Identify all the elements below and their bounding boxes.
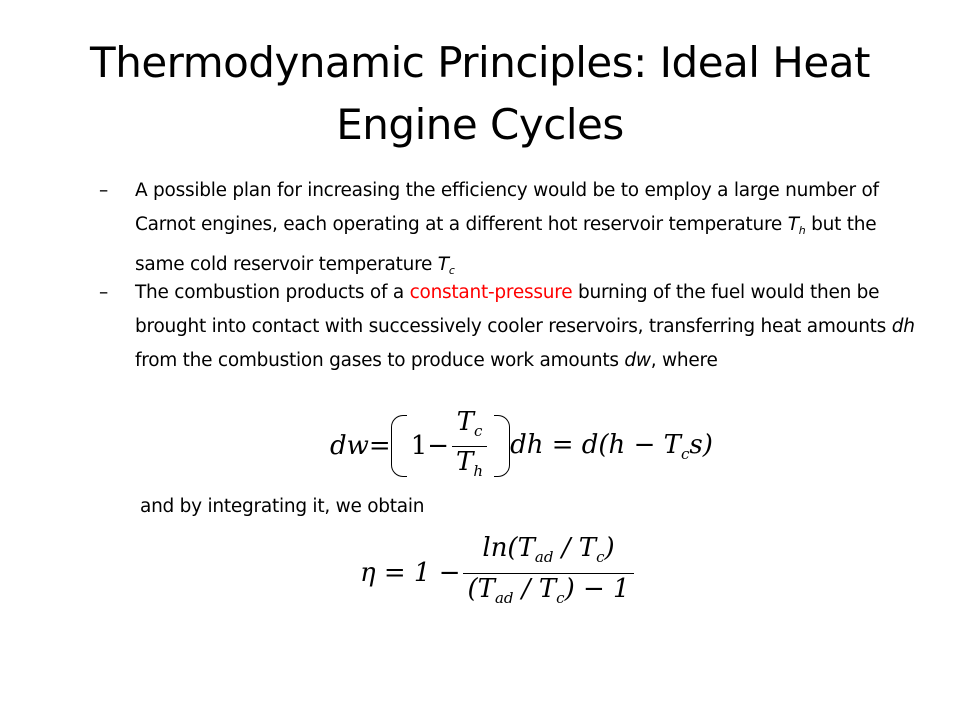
fraction-numerator: $T_c$ (456, 406, 483, 440)
fraction-efficiency (463, 533, 633, 614)
equation-work (330, 406, 713, 480)
bullet-carnot-engines (99, 174, 915, 288)
bullet-text: from the combustion gases to produce work amounts (135, 350, 625, 371)
bullet-text: The combustion products of a (135, 282, 410, 303)
eq-equals: = (368, 431, 391, 461)
bullet-text: but the same cold reservoir temperature (135, 214, 877, 275)
eq2-lhs: η = 1 − (360, 558, 461, 588)
fraction-numerator: $\ln(T_{ad} / T_c)$ (482, 532, 615, 566)
subscript: c (448, 264, 455, 277)
eq-rhs: dh = $d(h - T_cs)$ (510, 429, 713, 463)
eq-lhs: dw (330, 431, 369, 461)
integrating-text: and by integrating it, we obtain (140, 496, 425, 517)
equation-efficiency (360, 532, 637, 607)
right-paren (494, 415, 510, 477)
bullet-dash: – (99, 282, 108, 303)
eq-one: 1 (410, 431, 428, 461)
symbol-dw: dw (624, 350, 651, 371)
symbol-T: T (787, 214, 799, 235)
eq-minus: − (427, 431, 450, 461)
fraction-denominator: $T_h$ (456, 446, 484, 480)
symbol-dh: dh (891, 316, 915, 337)
bullet-combustion-products (99, 276, 915, 378)
bullet-text: burning of the fuel would then be brought into contact with successively cooler reservoirs, transferring heat amounts (135, 282, 892, 337)
fraction-denominator: $(T_{ad} / T_c) - 1$ (467, 573, 630, 607)
bullet-dash: – (99, 180, 108, 201)
fraction-tc-th (452, 407, 487, 486)
bullet-text: , where (650, 350, 718, 371)
highlight-constant-pressure: constant-pressure (409, 282, 573, 303)
slide-title: Thermodynamic Principles: Ideal Heat Engine Cycles (90, 38, 870, 149)
left-paren (391, 415, 407, 477)
subscript: h (798, 224, 806, 237)
bullet-text: A possible plan for increasing the efficiency would be to employ a large number of Carnot engines, each operating at a different hot reservoir temperature (135, 180, 879, 235)
symbol-T: T (437, 254, 449, 275)
